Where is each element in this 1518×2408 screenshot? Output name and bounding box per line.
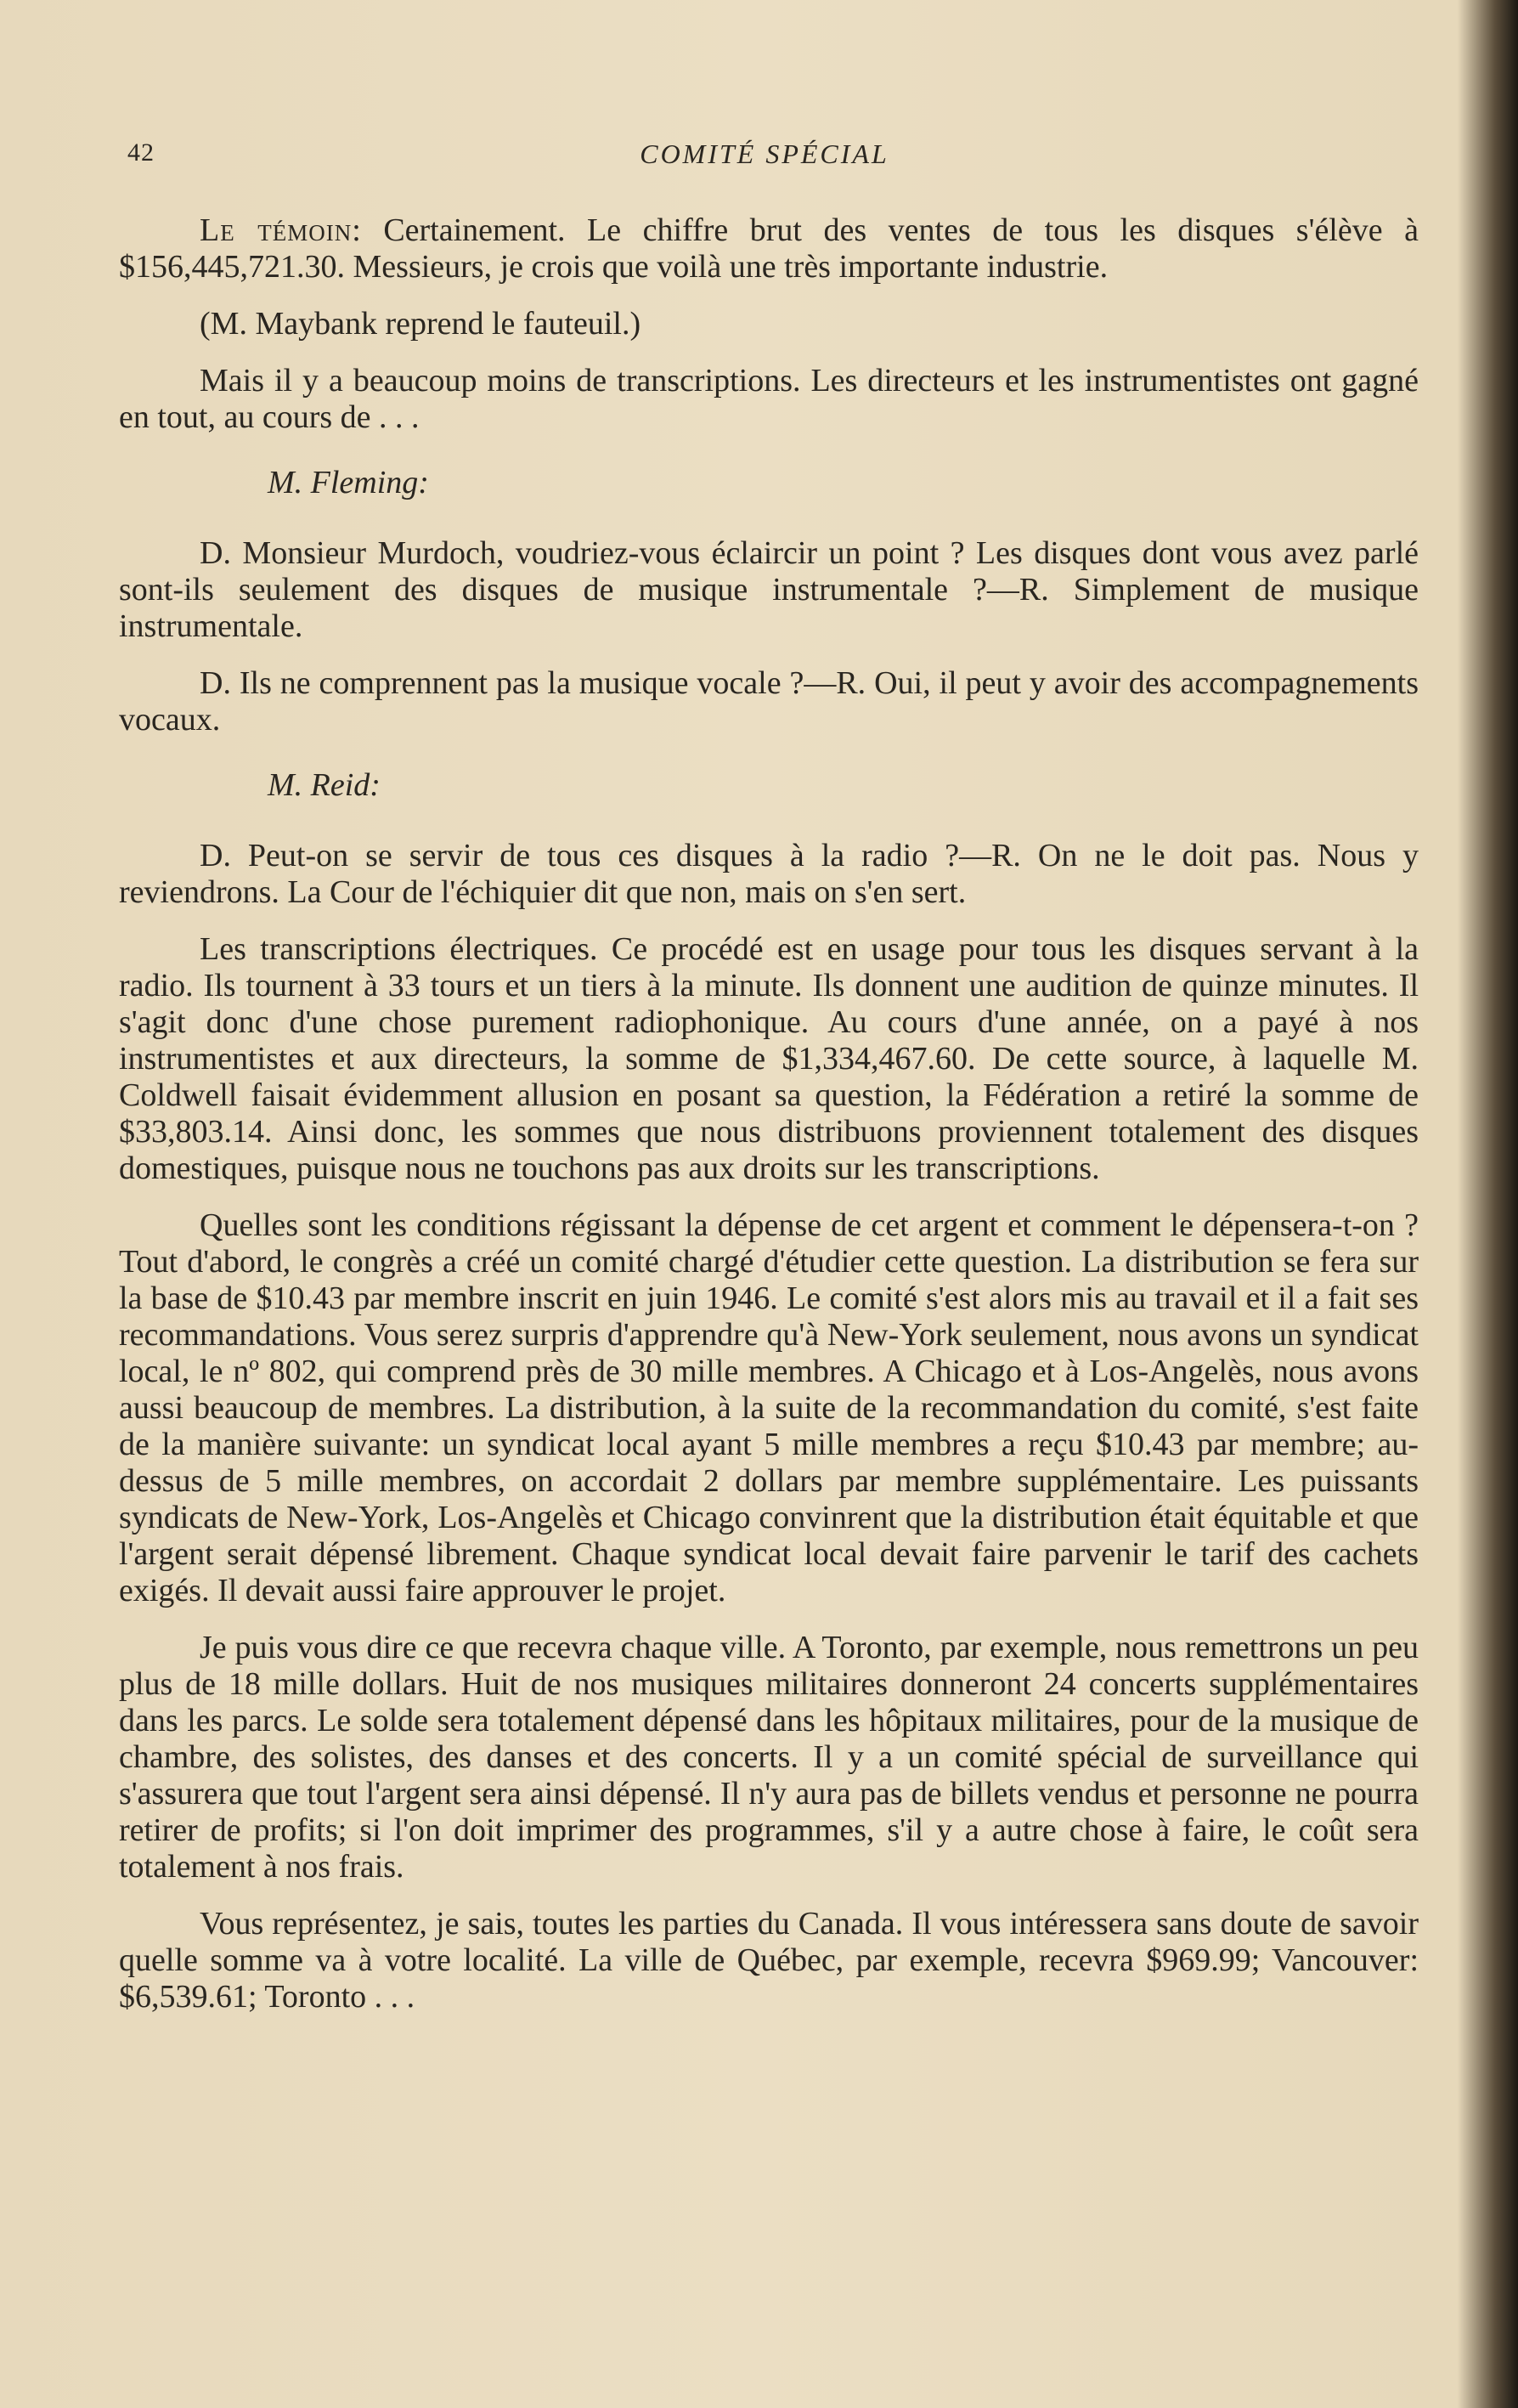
paragraph: Les transcriptions électriques. Ce procédé est en usage pour tous les disques servant à la radio. Ils tournent à 33 tours et un tiers à la minute. Ils donnent une audition de quinze minutes. Il s'agit donc d'une chose purement radiophonique. Au cours d'une année, on a payé à nos instrumentistes et aux directeurs, la somme de $1,334,467.60. De cette source, à laquelle M. Coldwell faisait évidemment allusion en posant sa question, la Fédération a retiré la somme de $33,803.14. Ainsi donc, les sommes que nous distribuons proviennent totalement des disques domestiques, puisque nous ne touchons pas aux droits sur les transcriptions.	[119, 931, 1419, 1186]
paragraph-temoin	[119, 212, 1419, 285]
paragraph: (M. Maybank reprend le fauteuil.)	[200, 306, 641, 342]
speaker-heading-fleming: M. Fleming:	[268, 465, 429, 500]
speaker-label: Le témoin:	[200, 212, 362, 248]
paragraph: D. Monsieur Murdoch, voudriez-vous éclaircir un point ? Les disques dont vous avez parlé sont-ils seulement des disques de musique instrumentale ?—R. Simplement de musique instrumentale.	[119, 535, 1419, 644]
paragraph: Quelles sont les conditions régissant la dépense de cet argent et comment le dépensera-t-on ? Tout d'abord, le congrès a créé un comité chargé d'étudier cette question. La distribution se fera sur la base de $10.43 par membre inscrit en juin 1946. Le comité s'est alors mis au travail et il a fait ses recommandations. Vous serez surpris d'apprendre qu'à New-York seulement, nous avons un syndicat local, le nº 802, qui comprend près de 30 mille membres. A Chicago et à Los-Angelès, nous avons aussi beaucoup de membres. La distribution, à la suite de la recommandation du comité, s'est faite de la manière suivante: un syndicat local ayant 5 mille membres a reçu $10.43 par membre; au-dessus de 5 mille membres, on accordait 2 dollars par membre supplémentaire. Les puissants syndicats de New-York, Los-Angelès et Chicago convinrent que la distribution était équitable et que l'argent serait dépensé librement. Chaque syndicat local devait faire parvenir le tarif des cachets exigés. Il devait aussi faire approuver le projet.	[119, 1207, 1419, 1608]
paragraph-text: Certainement. Le chiffre brut des ventes de tous les disques s'élève à $156,445,721.30. Messieurs, je crois que voilà une très importante industrie.	[119, 212, 1419, 285]
body-text	[119, 212, 1419, 2036]
speaker-heading-reid: M. Reid:	[268, 767, 381, 803]
page-header	[119, 138, 1410, 172]
paragraph: Je puis vous dire ce que recevra chaque ville. A Toronto, par exemple, nous remettrons un peu plus de 18 mille dollars. Huit de nos musiques militaires donneront 24 concerts supplémentaires dans les parcs. Le solde sera totalement dépensé dans les hôpitaux militaires, pour de la musique de chambre, des solistes, des danses et des concerts. Il y a un comité spécial de surveillance qui s'assurera que tout l'argent sera ainsi dépensé. Il n'y aura pas de billets vendus et personne ne pourra retirer de profits; si l'on doit imprimer des programmes, s'il y a autre chose à faire, le coût sera totalement à nos frais.	[119, 1630, 1419, 1885]
running-title: COMITÉ SPÉCIAL	[640, 138, 889, 169]
paragraph: D. Peut-on se servir de tous ces disques à la radio ?—R. On ne le doit pas. Nous y reviendrons. La Cour de l'échiquier dit que non, mais on s'en sert.	[119, 838, 1419, 910]
paragraph: Mais il y a beaucoup moins de transcriptions. Les directeurs et les instrumentistes ont gagné en tout, au cours de . . .	[119, 363, 1419, 435]
paragraph: D. Ils ne comprennent pas la musique vocale ?—R. Oui, il peut y avoir des accompagnements vocaux.	[119, 665, 1419, 738]
paragraph: Vous représentez, je sais, toutes les parties du Canada. Il vous intéressera sans doute de savoir quelle somme va à votre localité. La ville de Québec, par exemple, recevra $969.99; Vancouver: $6,539.61; Toronto . . .	[119, 1906, 1419, 2015]
page-number: 42	[127, 138, 155, 167]
